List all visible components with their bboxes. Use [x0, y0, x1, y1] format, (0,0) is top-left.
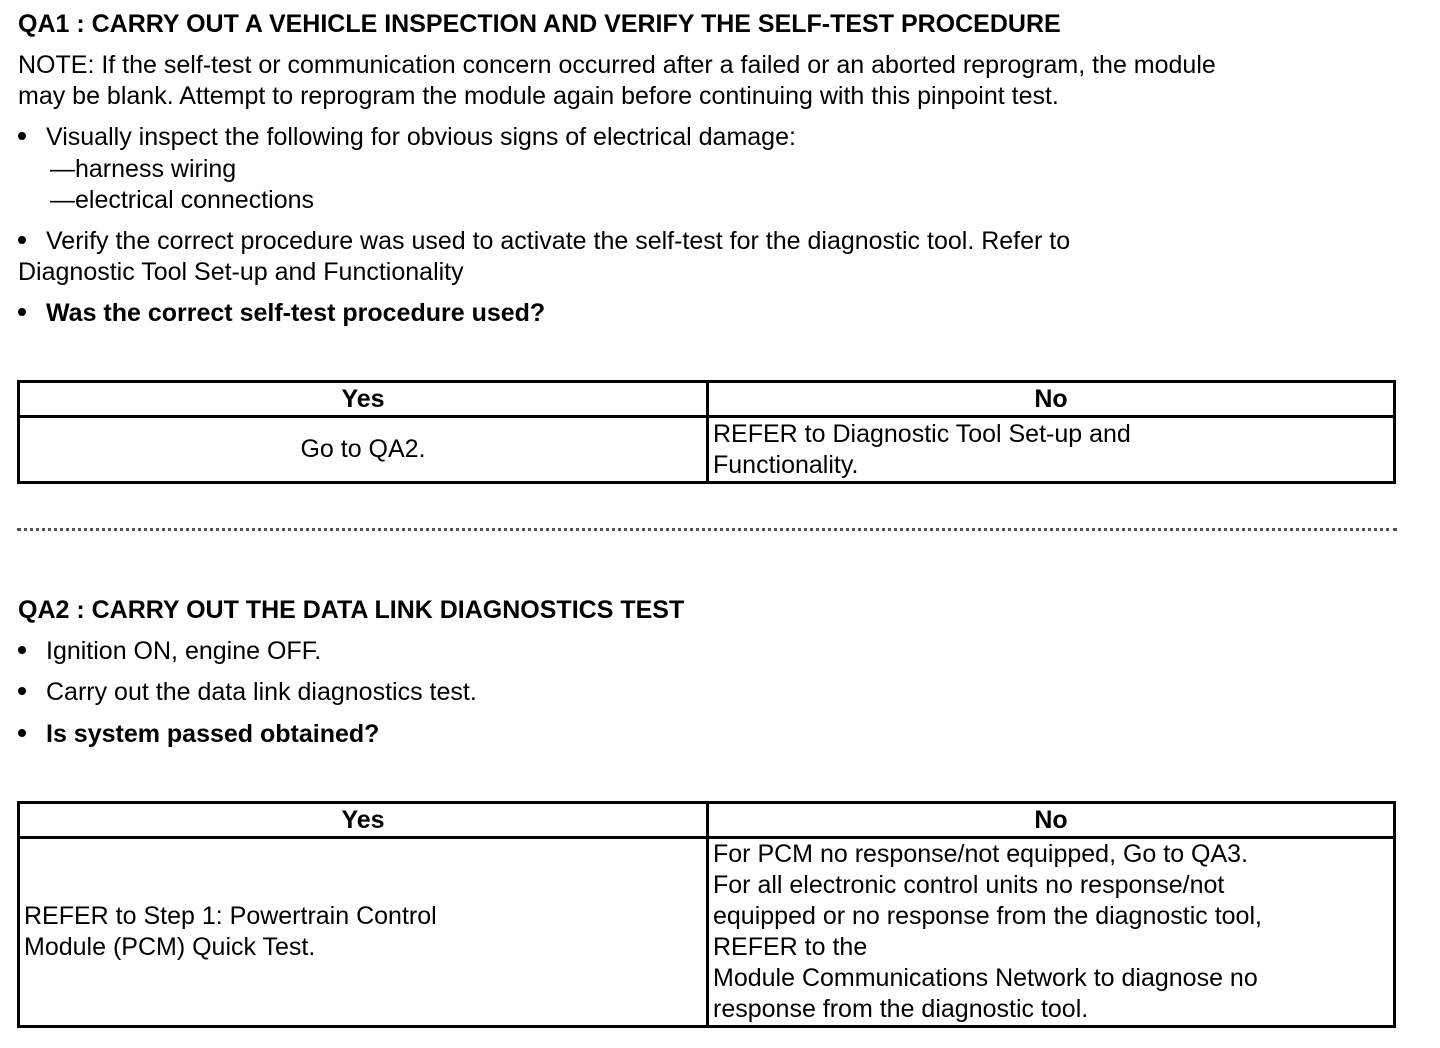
qa2-no-cell-line: REFER to the — [713, 933, 868, 961]
bullet-icon — [18, 687, 26, 695]
qa2-no-cell-line: For PCM no response/not equipped, Go to QA3. — [713, 840, 1249, 868]
qa1-yes-cell: Go to QA2. — [19, 417, 708, 483]
qa2-question-text: Is system passed obtained? — [46, 720, 380, 748]
qa2-yes-cell-line: REFER to Step 1: Powertrain Control — [24, 902, 437, 930]
qa1-no-cell-line: Functionality. — [713, 450, 859, 479]
qa1-question — [18, 298, 545, 329]
bullet-icon — [18, 308, 26, 316]
qa1-question-text: Was the correct self-test procedure used? — [46, 299, 546, 327]
qa2-question — [18, 719, 379, 750]
qa2-no-cell-line: Module Communications Network to diagnose no — [713, 964, 1258, 992]
qa1-bullet-verify-text: Verify the correct procedure was used to activate the self-test for the diagnostic tool. Refer to — [46, 227, 1071, 255]
bullet-icon — [18, 646, 26, 654]
qa1-no-cell — [708, 417, 1395, 483]
qa1-sub-electrical-connections: —electrical connections — [50, 186, 315, 214]
qa2-yes-header: Yes — [19, 803, 708, 838]
qa1-bullet-verify — [18, 226, 1070, 257]
qa1-bullet-inspect-text: Visually inspect the following for obvious signs of electrical damage: — [46, 123, 796, 151]
table-header-row — [19, 382, 1395, 417]
qa2-title: QA2 : CARRY OUT THE DATA LINK DIAGNOSTICS TEST — [18, 596, 685, 624]
qa2-bullet-datalink-text: Carry out the data link diagnostics test. — [46, 678, 477, 706]
qa2-bullet-datalink — [18, 677, 477, 708]
section-divider — [17, 528, 1397, 531]
bullet-icon — [18, 236, 26, 244]
table-header-row — [19, 803, 1395, 838]
qa2-yes-cell — [19, 838, 708, 1027]
qa1-title: QA1 : CARRY OUT A VEHICLE INSPECTION AND VERIFY THE SELF-TEST PROCEDURE — [18, 10, 1061, 38]
bullet-icon — [18, 132, 26, 140]
qa1-yes-header: Yes — [19, 382, 708, 417]
qa1-bullet-inspect — [18, 122, 796, 153]
qa1-note-line2: may be blank. Attempt to reprogram the module again before continuing with this pinpoint test. — [18, 82, 1059, 110]
qa2-no-cell-line: equipped or no response from the diagnostic tool, — [713, 902, 1262, 930]
table-row — [19, 838, 1395, 1027]
table-row — [19, 417, 1395, 483]
qa1-note-line1: NOTE: If the self-test or communication concern occurred after a failed or an aborted reprogram, the module — [18, 51, 1216, 79]
qa2-no-cell-line: response from the diagnostic tool. — [713, 995, 1089, 1023]
qa2-result-table — [17, 801, 1396, 1028]
qa1-result-table — [17, 380, 1396, 484]
qa1-bullet-verify-line2: Diagnostic Tool Set-up and Functionality — [18, 258, 464, 286]
qa2-no-cell — [708, 838, 1395, 1027]
qa2-bullet-ignition — [18, 636, 321, 667]
qa1-no-header: No — [708, 382, 1395, 417]
qa2-bullet-ignition-text: Ignition ON, engine OFF. — [46, 637, 322, 665]
bullet-icon — [18, 729, 26, 737]
qa2-yes-cell-line: Module (PCM) Quick Test. — [24, 933, 316, 961]
qa2-no-cell-line: For all electronic control units no response/not — [713, 871, 1225, 899]
qa2-no-header: No — [708, 803, 1395, 838]
qa1-sub-harness-wiring: —harness wiring — [50, 155, 237, 183]
qa1-no-cell-line: REFER to Diagnostic Tool Set-up and — [713, 419, 1131, 448]
